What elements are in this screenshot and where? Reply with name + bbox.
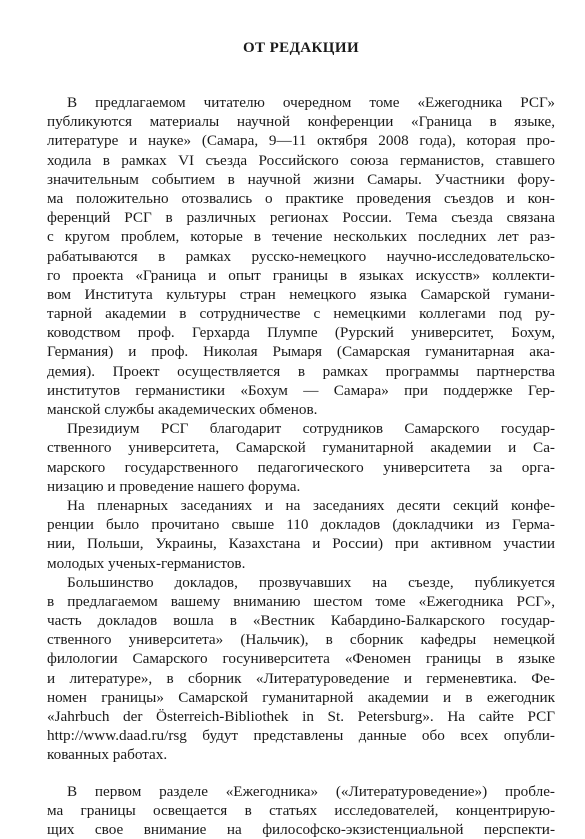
text-line: демия). Проект осуществляется в рамках программы партнерства xyxy=(47,362,555,380)
text-line: публикуются материалы научной конференции «Граница в языке, xyxy=(47,113,555,131)
text-line: и литературе», в сборник «Литературоведение и герменевтика. Фе- xyxy=(47,669,555,687)
text-line: молодых ученых-германистов. xyxy=(47,554,246,572)
text-line: институтов германистики «Бохум — Самара» при поддержке Гер- xyxy=(47,381,555,399)
text-line: го проекта «Граница и опыт границы в языках искусств» коллекти- xyxy=(47,266,555,284)
body-text xyxy=(47,93,555,839)
text-line: ма границы освещается в статьях исследователей, концентрирую- xyxy=(47,801,555,819)
text-line: ственного университета» (Нальчик), в сборник кафедры немецкой xyxy=(47,631,555,649)
text-line: В предлагаемом читателю очередном томе «Ежегодника РСГ» xyxy=(67,94,555,111)
paragraph-gap xyxy=(47,765,555,782)
text-line: ференций РСГ в различных регионах России. Тема съезда связана xyxy=(47,209,555,227)
text-line: нии, Польши, Украины, Казахстана и России) при активном участии xyxy=(47,535,555,553)
text-line: Большинство докладов, прозвучавших на съезде, публикуется xyxy=(67,573,555,591)
text-line: ходила в рамках VI съезда Российского союза германистов, ставшего xyxy=(47,151,555,169)
text-line: Германия) и проф. Николая Рымаря (Самарская гуманитарная ака- xyxy=(47,343,555,361)
text-line: Президиум РСГ благодарит сотрудников Самарского государ- xyxy=(67,420,555,438)
text-line: кованных работах. xyxy=(47,746,168,764)
page-title: ОТ РЕДАКЦИИ xyxy=(242,40,360,56)
text-line: http://www.daad.ru/rsg будут представлены данные обо всех опубли- xyxy=(47,727,555,745)
text-line: низацию и проведение нашего форума. xyxy=(47,477,301,495)
text-line: филологии Самарского госуниверситета «Феномен границы в языке xyxy=(47,650,555,668)
text-line: манской службы академических обменов. xyxy=(47,401,318,418)
text-line: ственного университета, Самарской гуманитарной академии и Са- xyxy=(47,439,555,457)
text-line: часть докладов вошла в «Вестник Кабардино-Балкарского государ- xyxy=(47,612,555,630)
text-line: ма положительно отозвались о практике проведения съездов и кон- xyxy=(47,189,555,207)
text-line: с кругом проблем, которые в течение нескольких последних лет раз- xyxy=(47,228,555,246)
text-line: ководством проф. Герхарда Плумпе (Рурский университет, Бохум, xyxy=(47,324,555,342)
text-line: «Jahrbuch der Österreich-Bibliothek in St. Petersburg». На сайте РСГ xyxy=(47,708,555,725)
text-line: тарной академии в сотрудничестве с немецкими коллегами под ру- xyxy=(47,305,555,323)
text-line: В первом разделе «Ежегодника» («Литературоведение») пробле- xyxy=(67,782,555,800)
text-line: значительным событием в научной жизни Самары. Участники фору- xyxy=(47,170,555,188)
text-line: щих свое внимание на философско-экзистенциальной перспекти- xyxy=(47,820,555,838)
text-line: На пленарных заседаниях и на заседаниях десяти секций конфе- xyxy=(67,496,555,514)
text-line: литературе и науке» (Самара, 9—11 октября 2008 года), которая про- xyxy=(47,132,555,150)
text-line: в предлагаемом вашему вниманию шестом томе «Ежегодника РСГ», xyxy=(47,592,555,610)
text-line: ренции было прочитано свыше 110 докладов (докладчики из Герма- xyxy=(47,516,555,534)
text-line: номен границы» Самарской гуманитарной академии и в ежегодник xyxy=(47,688,555,706)
text-line: вом Института культуры стран немецкого языка Самарской гумани- xyxy=(47,285,555,303)
text-line: рабатываются в рамках русско-немецкого научно-исследовательско- xyxy=(47,247,555,265)
text-line: марского государственного педагогического университета за орга- xyxy=(47,458,555,476)
